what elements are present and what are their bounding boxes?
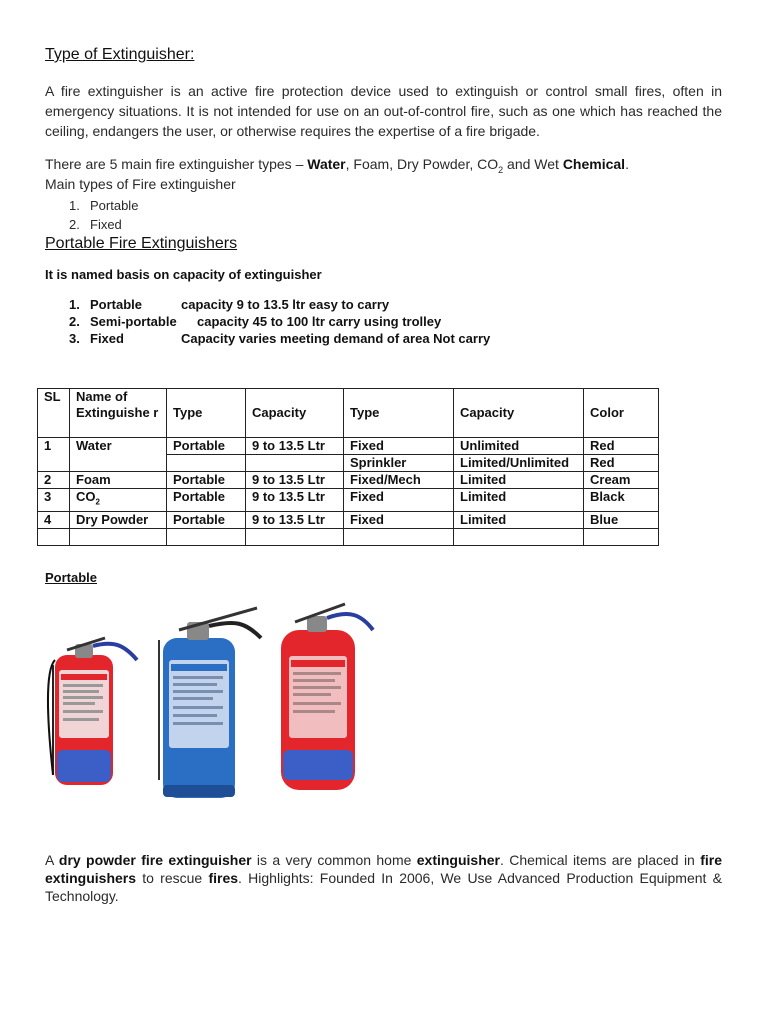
list-name: Portable [90,297,143,312]
cell-capacity2: Limited [454,489,584,512]
header-type2: Type [344,389,454,438]
types-chemical: Chemical [562,156,626,172]
cell-capacity1: 9 to 13.5 Ltr [246,489,344,512]
para2-bold: extinguisher [416,852,500,868]
para2-bold: dry powder fire extinguisher [58,852,252,868]
header-sl: SL [38,389,70,438]
intro-paragraph: A fire extinguisher is an active fire protection device used to extinguish or control small fires, often in emergency situations. It is not intended for use on an out-of-control fire, such as one which has reached the ceiling, endangers the user, or otherwise requires the expertise of a fire brigade. [45,83,722,139]
cell-color: Red [584,438,659,455]
types-end: . [625,156,629,172]
dry-powder-paragraph [45,851,722,905]
header-type1: Type [167,389,246,438]
extinguisher-blue [159,608,261,798]
main-types-title: Main types of Fire extinguisher [45,176,236,192]
types-prefix: There are 5 main fire extinguisher types – [45,156,308,172]
types-and-wet: and Wet [503,156,563,172]
list-item [69,330,490,347]
cell-type2: Fixed [344,511,454,528]
list-number: 2. [69,314,80,329]
cell-color: Red [584,455,659,472]
list-name: Semi-portable [90,314,177,329]
list-label: Portable [90,198,139,213]
cell-color: Cream [584,472,659,489]
types-co2-sub: 2 [498,164,504,175]
list-item [69,196,138,215]
table-row [38,511,659,528]
list-item [69,296,490,313]
cell-name-text: CO [76,489,96,504]
named-basis-text: It is named basis on capacity of extinguisher [45,267,322,282]
list-item [69,313,490,330]
para2-text: to rescue [136,870,209,886]
cell-capacity2: Limited/Unlimited [454,455,584,472]
main-types-list [69,196,138,234]
cell-capacity1: 9 to 13.5 Ltr [246,511,344,528]
para2-bold: fire extinguishers [45,852,722,886]
list-capacity: capacity 45 to 100 ltr carry using trolley [197,314,442,329]
portable-label: Portable [45,570,98,585]
cell-color: Blue [584,511,659,528]
extinguisher-table [37,388,659,546]
capacity-list [69,296,490,347]
cell-color: Black [584,489,659,512]
types-water: Water [307,156,346,172]
types-middle: , Foam, Dry Powder, CO [345,156,499,172]
heading-type-of-extinguisher: Type of Extinguisher: [45,46,195,63]
cell-name: Dry Powder [70,511,167,528]
para2-text: . Highlights: Founded In 2006, We Use Advanced Production Equipment & Technology. [45,870,722,904]
para2-text: . Chemical items are placed in [500,852,701,868]
list-name: Fixed [90,331,124,346]
cell-type2: Fixed [344,438,454,455]
list-capacity: capacity 9 to 13.5 ltr easy to carry [181,297,390,312]
header-capacity1: Capacity [246,389,344,438]
para2-text: A [45,852,59,868]
list-number: 1. [69,198,80,213]
cell-type1: Portable [167,438,246,455]
cell-type2: Sprinkler [344,455,454,472]
cell-type1: Portable [167,472,246,489]
cell-type1: Portable [167,489,246,512]
list-number: 3. [69,331,80,346]
cell-sl: 3 [38,489,70,512]
para2-text: is a very common home [251,852,417,868]
table-row-empty [38,528,659,545]
para2-bold: fires [208,870,239,886]
cell-type1: Portable [167,511,246,528]
cell-type1 [167,455,246,472]
heading-portable-fire-extinguishers: Portable Fire Extinguishers [45,235,238,252]
extinguishers-image [45,600,385,815]
cell-type2: Fixed/Mech [344,472,454,489]
header-color: Color [584,389,659,438]
cell-sl: 1 [38,438,70,472]
types-line [45,156,629,175]
cell-capacity2: Limited [454,511,584,528]
header-name: Name of Extinguishe r [70,389,167,438]
cell-name: Foam [70,472,167,489]
list-capacity: Capacity varies meeting demand of area Not carry [181,331,491,346]
extinguisher-red-tall [281,604,373,790]
table-row [38,489,659,512]
table-row [38,472,659,489]
cell-capacity2: Limited [454,472,584,489]
list-item [69,215,138,234]
header-capacity2: Capacity [454,389,584,438]
cell-sl: 4 [38,511,70,528]
cell-name: Water [70,438,167,472]
cell-capacity1: 9 to 13.5 Ltr [246,438,344,455]
table-row [38,438,659,455]
cell-name-sub: 2 [95,497,100,507]
cell-type2: Fixed [344,489,454,512]
list-number: 2. [69,217,80,232]
cell-capacity1 [246,455,344,472]
cell-name [70,489,167,512]
cell-capacity1: 9 to 13.5 Ltr [246,472,344,489]
cell-capacity2: Unlimited [454,438,584,455]
extinguisher-red-small [48,638,137,785]
list-number: 1. [69,297,80,312]
list-label: Fixed [90,217,122,232]
cell-sl: 2 [38,472,70,489]
table-header-row [38,389,659,438]
